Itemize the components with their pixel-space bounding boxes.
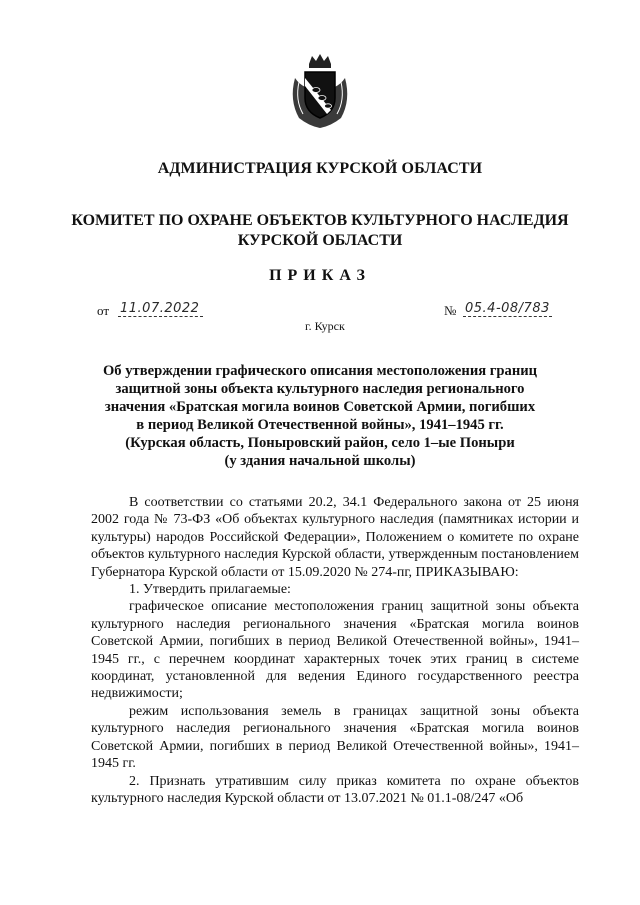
title-line: Об утверждении графического описания местоположения границ	[102, 363, 538, 379]
title-line: защитной зоны объекта культурного наследия регионального	[115, 381, 525, 397]
committee-heading-line2: КУРСКОЙ ОБЛАСТИ	[237, 232, 403, 249]
order-title	[0, 362, 640, 470]
paragraph: 2. Признать утратившим силу приказ комитета по охране объектов культурного наследия Курской области от 13.07.2021 № 01.1-08/247 «Об	[91, 773, 579, 806]
coat-of-arms-icon	[285, 50, 355, 130]
paragraph: 1. Утвердить прилагаемые:	[129, 582, 291, 598]
title-line: (у здания начальной школы)	[224, 453, 416, 469]
city: г. Курск	[305, 319, 345, 333]
paragraph: В соответствии со статьями 20.2, 34.1 Федерального закона от 25 июня 2002 года № 73-ФЗ «Об объектах культурного наследия (памятниках истории и культуры) народов Российской Федерации», Положением о комитете по охране объектов культурного наследия Курской области, утвержденным постановлением Губернатора Курской области от 15.09.2020 № 274-пг, ПРИКАЗЫВАЮ:	[91, 495, 579, 580]
committee-heading-line1: КОМИТЕТ ПО ОХРАНЕ ОБЪЕКТОВ КУЛЬТУРНОГО НАСЛЕДИЯ	[71, 212, 569, 229]
date-label: от	[97, 303, 110, 318]
title-line: в период Великой Отечественной войны», 1941–1945 гг.	[136, 417, 504, 433]
number-label: №	[444, 303, 457, 318]
document-type: ПРИКАЗ	[269, 267, 371, 284]
paragraph: режим использования земель в границах защитной зоны объекта культурного наследия регионального значения «Братская могила воинов Советской Армии, погибших в период Великой Отечественной войны», 1941–1945 гг.	[91, 703, 579, 772]
administration-heading: АДМИНИСТРАЦИЯ КУРСКОЙ ОБЛАСТИ	[157, 160, 483, 177]
order-date: 11.07.2022	[118, 301, 203, 317]
order-number: 05.4-08/783	[465, 301, 550, 316]
order-body	[91, 494, 579, 807]
title-line: значения «Братская могила воинов Советской Армии, погибших	[104, 399, 536, 415]
paragraph: графическое описание местоположения границ защитной зоны объекта культурного наследия регионального значения «Братская могила воинов Советской Армии, погибших в период Великой Отечественной войны», 1941–1945 гг., с перечнем координат характерных точек этих границ в системе координат, установленной для ведения Единого государственного реестра недвижимости;	[91, 599, 579, 702]
title-line: (Курская область, Поныровский район, село 1–ые Поныри	[125, 435, 515, 451]
committee-heading	[0, 211, 640, 251]
